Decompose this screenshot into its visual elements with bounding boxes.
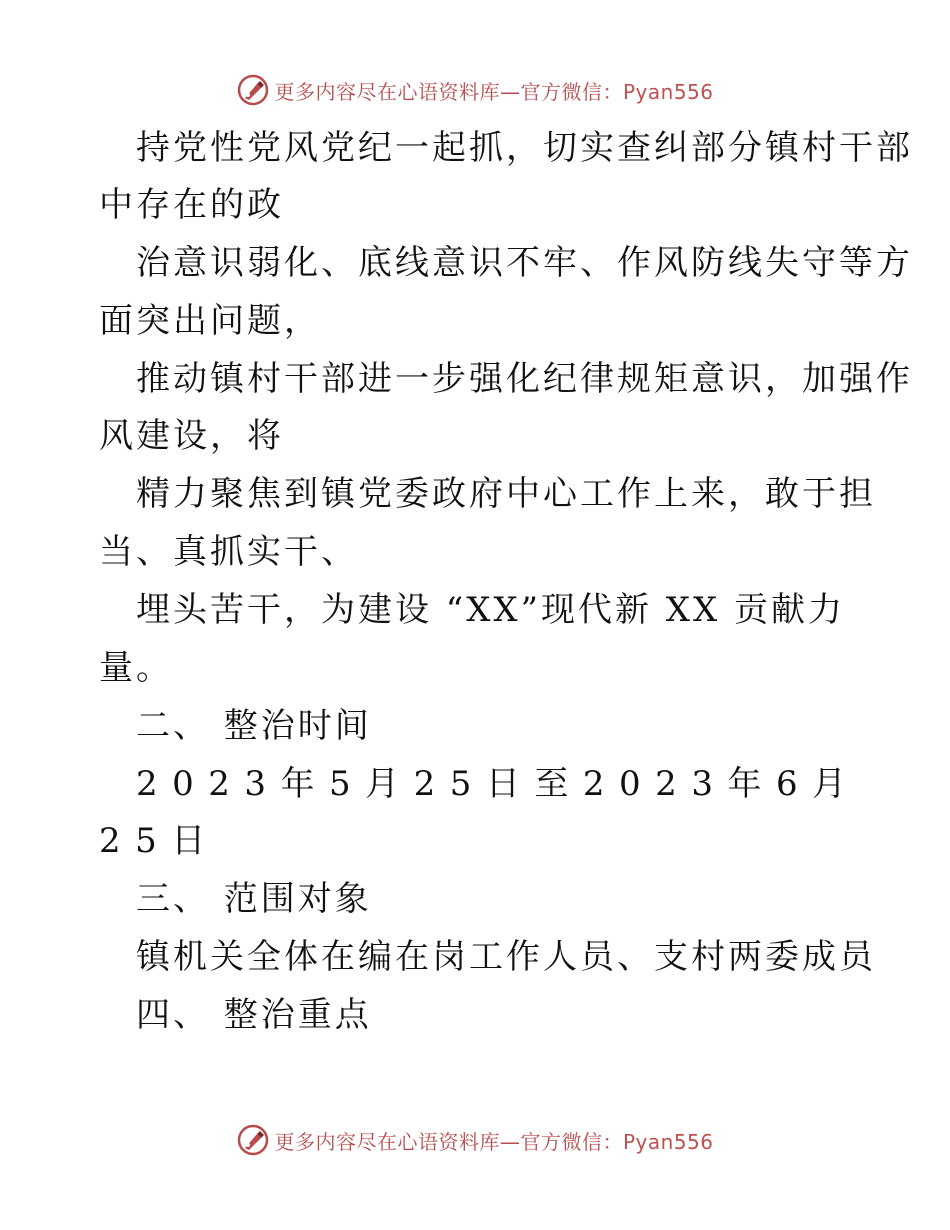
paragraph-line-7: 精力聚焦到镇党委政府中心工作上来，敢于担 [136, 474, 876, 514]
paragraph-line-8: 当、真抓实干、 [99, 532, 358, 572]
footer-watermark [0, 1120, 950, 1160]
section-heading-focus: 四、 整治重点 [136, 995, 372, 1035]
paragraph-line-10: 量。 [99, 648, 173, 688]
watermark-id: Pyan556 [622, 1129, 714, 1154]
paragraph-line-1: 持党性党风党纪一起抓，切实查纠部分镇村干部 [136, 128, 913, 168]
pen-logo-icon [236, 1123, 270, 1157]
watermark-text [274, 1126, 713, 1155]
watermark-main: 更多内容尽在心语资料库—官方微信： [274, 1129, 623, 1154]
paragraph-line-3: 治意识弱化、底线意识不牢、作风防线失守等方 [136, 243, 913, 283]
watermark-id: Pyan556 [622, 79, 714, 104]
section-heading-time: 二、 整治时间 [136, 706, 372, 746]
paragraph-line-5: 推动镇村干部进一步强化纪律规矩意识，加强作 [136, 359, 913, 399]
section-heading-scope: 三、 范围对象 [136, 879, 372, 919]
date-range-line-1: 2023年5月25日至2023年6月 [136, 764, 861, 804]
paragraph-line-4: 面突出问题， [99, 301, 321, 341]
paragraph-line-9: 埋头苦干，为建设 “XX”现代新 XX 贡献力 [136, 590, 846, 630]
date-range-line-2: 25日 [99, 821, 220, 861]
scope-description: 镇机关全体在编在岗工作人员、支村两委成员 [136, 937, 876, 977]
watermark-main: 更多内容尽在心语资料库—官方微信： [274, 79, 623, 104]
paragraph-line-6: 风建设，将 [99, 416, 284, 456]
paragraph-line-2: 中存在的政 [99, 185, 284, 225]
